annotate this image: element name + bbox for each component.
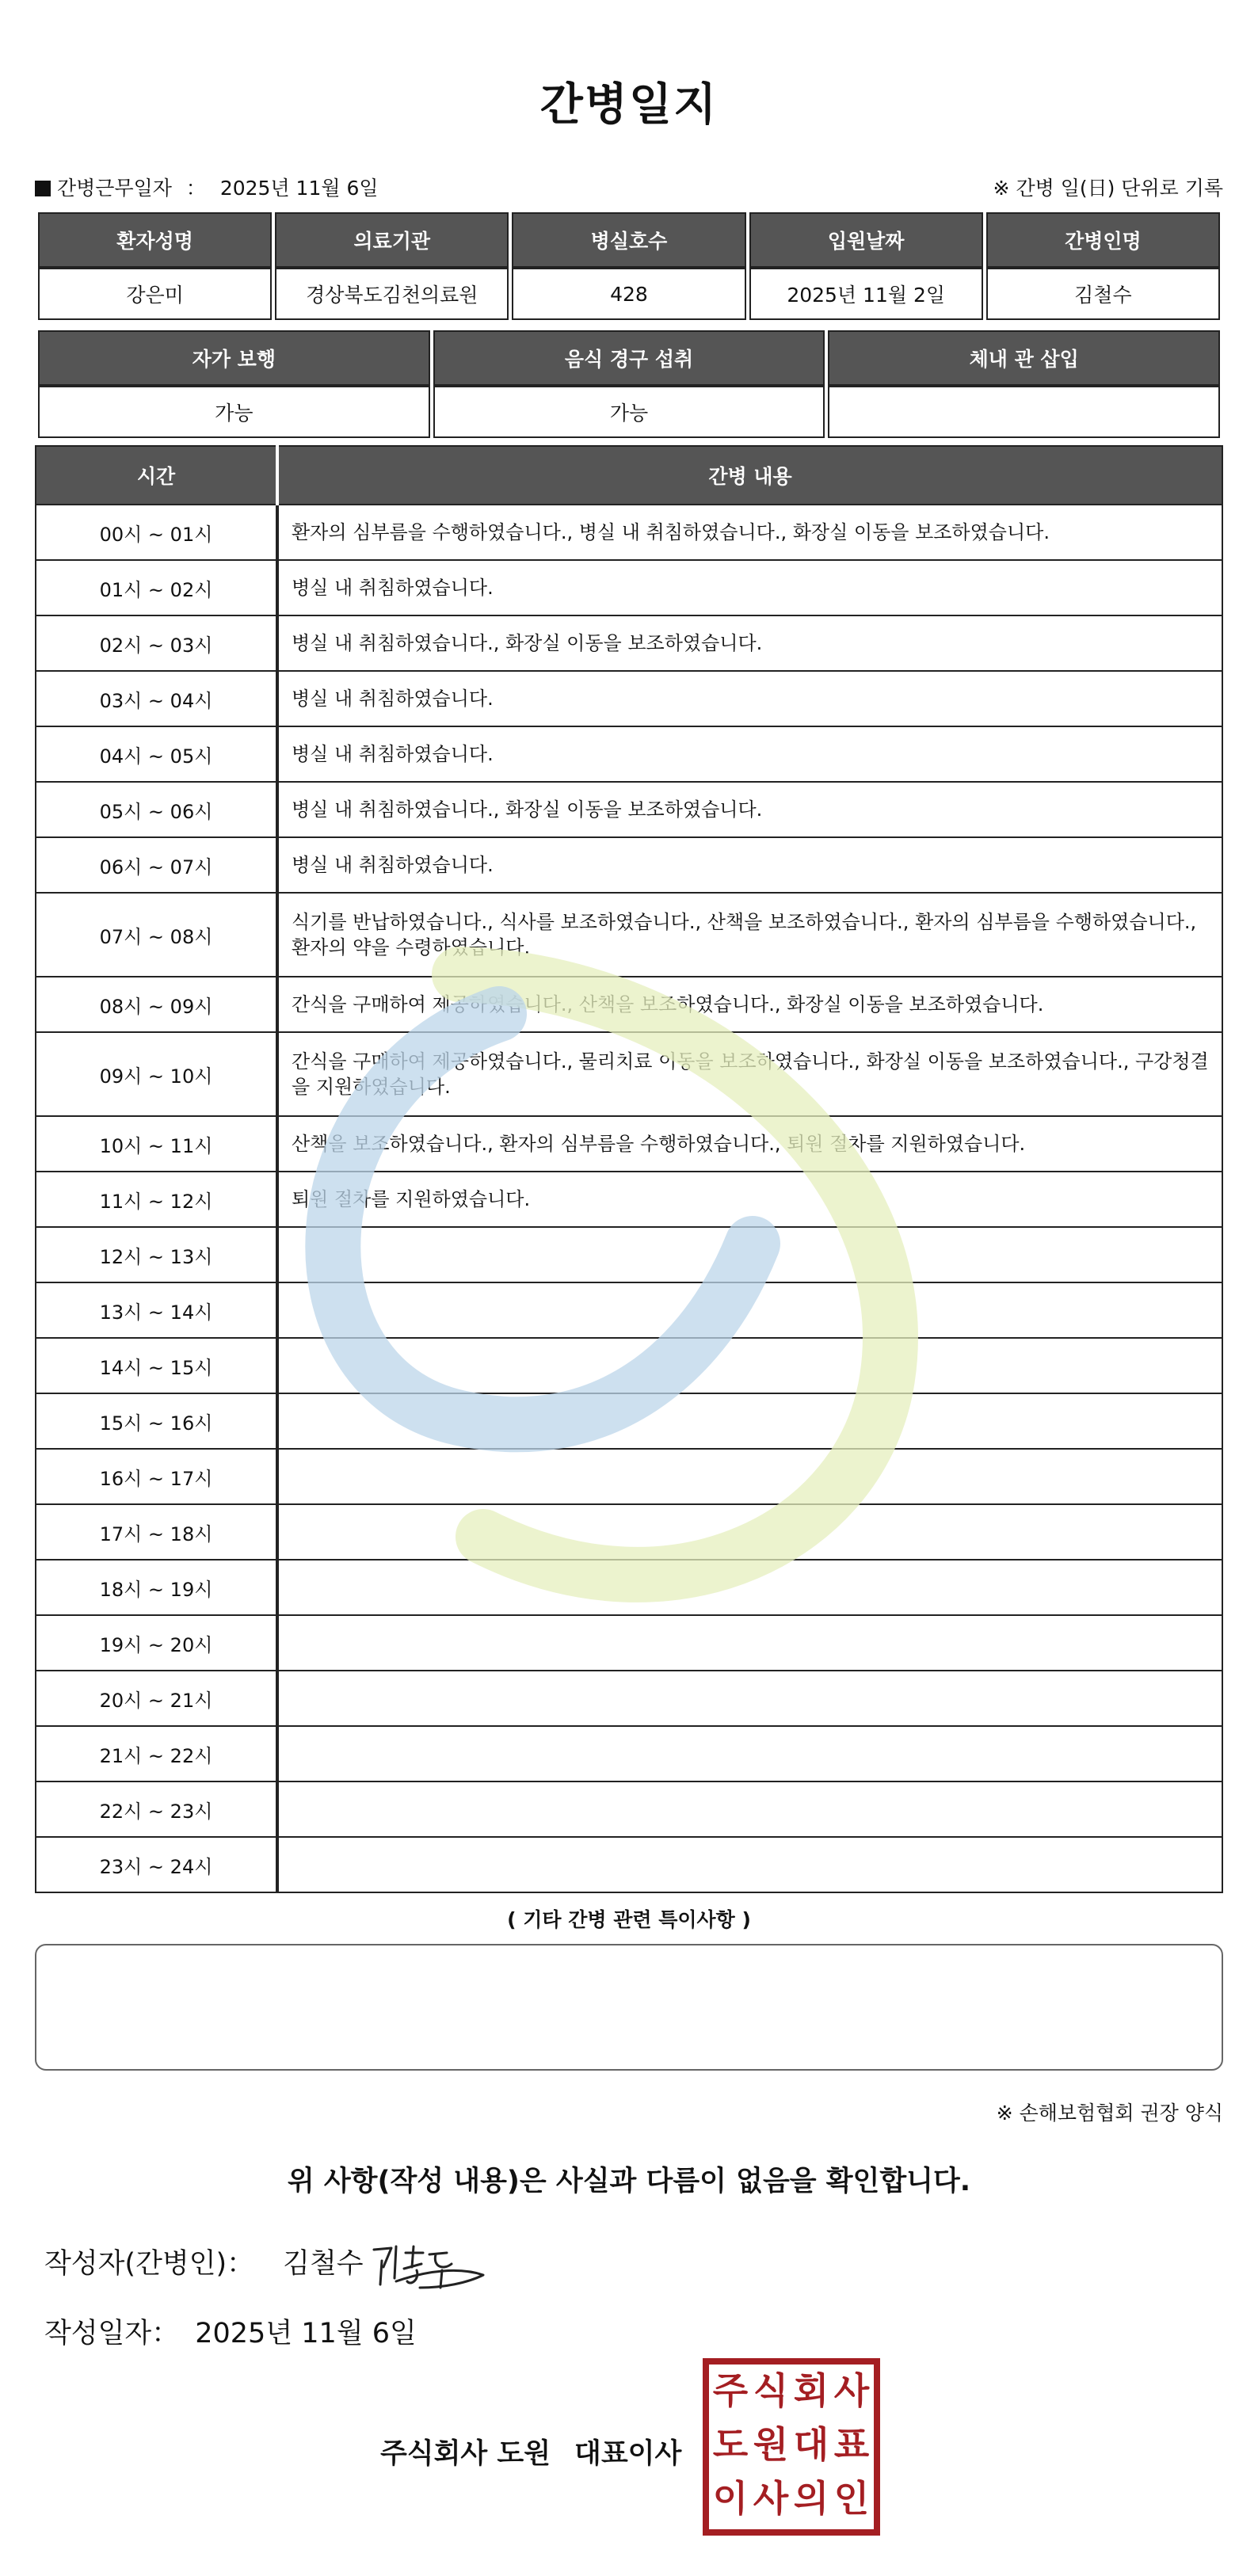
log-content: 병실 내 취침하였습니다.: [277, 671, 1222, 726]
log-time: 21시 ~ 22시: [36, 1726, 277, 1781]
patient-info-table: [35, 212, 1223, 320]
written-date-value: 2025년 11월 6일: [195, 2318, 417, 2349]
log-content: [277, 1449, 1222, 1504]
log-content: 병실 내 취침하였습니다.: [277, 837, 1222, 893]
company-seal-stamp: [702, 2357, 881, 2536]
log-time: 05시 ~ 06시: [36, 782, 277, 837]
log-row: [36, 726, 1222, 782]
confirmation-statement: 위 사항(작성 내용)은 사실과 다름이 없음을 확인합니다.: [287, 2166, 971, 2197]
seal-character: 도: [712, 2423, 749, 2466]
log-time: 11시 ~ 12시: [36, 1172, 277, 1227]
seal-character: 식: [753, 2369, 789, 2412]
seal-character: 의: [793, 2477, 829, 2520]
log-row: [36, 1172, 1222, 1227]
care-log-table: [35, 445, 1223, 1893]
log-time: 13시 ~ 14시: [36, 1282, 277, 1338]
seal-character: 사: [753, 2477, 789, 2520]
seal-character: 주: [712, 2369, 749, 2412]
patient-name: 강은미: [38, 268, 272, 320]
seal-character: 대: [793, 2423, 829, 2466]
log-content: [277, 1560, 1222, 1615]
log-row: [36, 893, 1222, 977]
log-row: [36, 1116, 1222, 1172]
header-hospital: 의료기관: [275, 212, 509, 268]
log-time: 01시 ~ 02시: [36, 560, 277, 615]
unit-note: ※ 간병 일(日) 단위로 기록: [993, 177, 1223, 200]
log-row: [36, 615, 1222, 671]
log-content: 병실 내 취침하였습니다., 화장실 이동을 보조하였습니다.: [277, 782, 1222, 837]
self-walking-value: 가능: [38, 386, 430, 438]
header-oral-intake: 음식 경구 섭취: [433, 330, 825, 386]
written-date-line: [44, 2311, 417, 2351]
header-tube-insertion: 체내 관 삽입: [828, 330, 1220, 386]
hospital-name: 경상북도김천의료원: [275, 268, 509, 320]
seal-character: 인: [833, 2477, 870, 2520]
log-time: 22시 ~ 23시: [36, 1781, 277, 1837]
work-date-line: [35, 173, 379, 201]
header-care-content: 간병 내용: [277, 446, 1222, 505]
log-content: [277, 1671, 1222, 1726]
work-date-separator: ：: [185, 177, 206, 200]
log-content: [277, 1781, 1222, 1837]
written-date-label: 작성일자：: [44, 2318, 180, 2349]
work-date-value: 2025년 11월 6일: [219, 177, 379, 200]
handwritten-signature: [364, 2235, 491, 2299]
company-ceo-title: 대표이사: [574, 2438, 682, 2470]
log-time: 08시 ~ 09시: [36, 977, 277, 1032]
log-time: 16시 ~ 17시: [36, 1449, 277, 1504]
log-content: 병실 내 취침하였습니다.: [277, 560, 1222, 615]
caregiver-name: 김철수: [986, 268, 1220, 320]
header-patient-name: 환자성명: [38, 212, 272, 268]
log-content: [277, 1338, 1222, 1393]
log-row: [36, 1338, 1222, 1393]
log-time: 19시 ~ 20시: [36, 1615, 277, 1671]
special-notes-title: ( 기타 간병 관련 특이사항 ): [507, 1908, 751, 1931]
log-row: [36, 560, 1222, 615]
log-time: 23시 ~ 24시: [36, 1837, 277, 1892]
ability-table: [35, 330, 1223, 438]
log-content: [277, 1227, 1222, 1282]
log-row: [36, 1032, 1222, 1116]
header-room-number: 병실호수: [512, 212, 745, 268]
seal-character: 사: [833, 2369, 870, 2412]
log-time: 10시 ~ 11시: [36, 1116, 277, 1172]
room-number: 428: [512, 268, 745, 320]
log-row: [36, 1726, 1222, 1781]
work-date-label: 간병근무일자: [57, 177, 172, 200]
page-title: 간병일지: [539, 79, 719, 131]
log-row: [36, 1671, 1222, 1726]
author-name: 김철수: [283, 2248, 364, 2280]
seal-character: 표: [833, 2423, 870, 2466]
log-row: [36, 1282, 1222, 1338]
log-row: [36, 505, 1222, 560]
log-row: [36, 1504, 1222, 1560]
header-time: 시간: [36, 446, 277, 505]
seal-character: 원: [753, 2423, 789, 2466]
log-time: 04시 ~ 05시: [36, 726, 277, 782]
company-name: 주식회사 도원: [380, 2438, 551, 2470]
log-content: 병실 내 취침하였습니다., 화장실 이동을 보조하였습니다.: [277, 615, 1222, 671]
log-time: 18시 ~ 19시: [36, 1560, 277, 1615]
log-time: 07시 ~ 08시: [36, 893, 277, 977]
log-time: 09시 ~ 10시: [36, 1032, 277, 1116]
log-content: [277, 1726, 1222, 1781]
tube-insertion-value: [828, 386, 1220, 438]
special-notes-box: [35, 1944, 1223, 2071]
log-time: 20시 ~ 21시: [36, 1671, 277, 1726]
log-time: 03시 ~ 04시: [36, 671, 277, 726]
log-time: 06시 ~ 07시: [36, 837, 277, 893]
log-row: [36, 671, 1222, 726]
log-row: [36, 782, 1222, 837]
log-content: [277, 1615, 1222, 1671]
square-bullet-icon: [35, 181, 51, 196]
log-row: [36, 1781, 1222, 1837]
log-row: [36, 1560, 1222, 1615]
log-time: 02시 ~ 03시: [36, 615, 277, 671]
log-content: [277, 1282, 1222, 1338]
log-content: 식기를 반납하였습니다., 식사를 보조하였습니다., 산책을 보조하였습니다., 환자의 심부름을 수행하였습니다., 환자의 약을 수령하였습니다.: [277, 893, 1222, 977]
log-row: [36, 837, 1222, 893]
header-self-walking: 자가 보행: [38, 330, 430, 386]
log-row: [36, 1449, 1222, 1504]
log-time: 12시 ~ 13시: [36, 1227, 277, 1282]
log-row: [36, 1615, 1222, 1671]
log-time: 00시 ~ 01시: [36, 505, 277, 560]
log-content: 병실 내 취침하였습니다.: [277, 726, 1222, 782]
log-content: 간식을 구매하여 제공하였습니다., 물리치료 이동을 보조하였습니다., 화장실 이동을 보조하였습니다., 구강청결을 지원하였습니다.: [277, 1032, 1222, 1116]
log-time: 15시 ~ 16시: [36, 1393, 277, 1449]
log-time: 17시 ~ 18시: [36, 1504, 277, 1560]
author-label: 작성자(간병인)：: [44, 2248, 255, 2280]
log-row: [36, 977, 1222, 1032]
header-caregiver-name: 간병인명: [986, 212, 1220, 268]
log-content: 간식을 구매하여 제공하였습니다., 산책을 보조하였습니다., 화장실 이동을 보조하였습니다.: [277, 977, 1222, 1032]
seal-character: 이: [712, 2477, 749, 2520]
seal-character: 회: [793, 2369, 829, 2412]
log-content: 환자의 심부름을 수행하였습니다., 병실 내 취침하였습니다., 화장실 이동을 보조하였습니다.: [277, 505, 1222, 560]
log-row: [36, 1393, 1222, 1449]
header-admission-date: 입원날짜: [749, 212, 983, 268]
log-content: [277, 1504, 1222, 1560]
company-line: [380, 2432, 681, 2471]
admission-date: 2025년 11월 2일: [749, 268, 983, 320]
log-content: 산책을 보조하였습니다., 환자의 심부름을 수행하였습니다., 퇴원 절차를 지원하였습니다.: [277, 1116, 1222, 1172]
log-row: [36, 1227, 1222, 1282]
log-content: [277, 1837, 1222, 1892]
author-line: [44, 2242, 364, 2281]
log-content: [277, 1393, 1222, 1449]
log-time: 14시 ~ 15시: [36, 1338, 277, 1393]
form-source-note: ※ 손해보험협회 권장 양식: [996, 2102, 1223, 2124]
log-row: [36, 1837, 1222, 1892]
log-content: 퇴원 절차를 지원하였습니다.: [277, 1172, 1222, 1227]
oral-intake-value: 가능: [433, 386, 825, 438]
